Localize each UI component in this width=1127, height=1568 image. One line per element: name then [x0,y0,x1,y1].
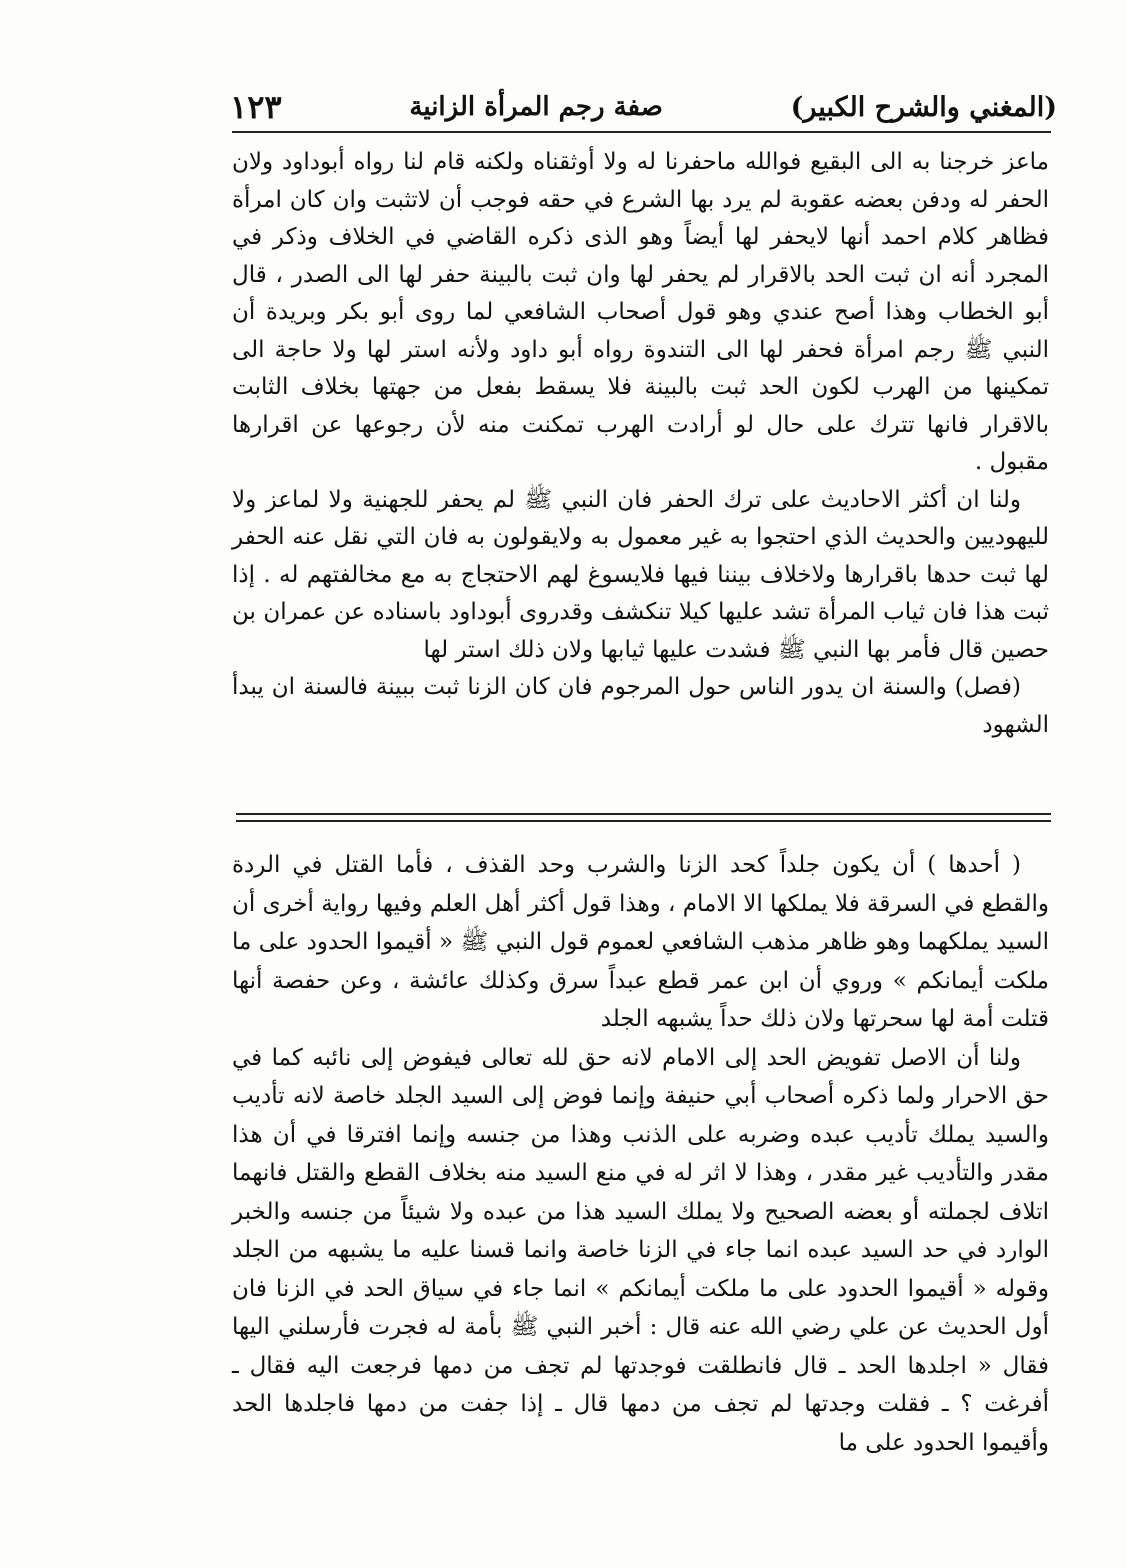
header-rule [232,131,1051,133]
commentary-text [232,846,1049,1462]
main-text [232,144,1049,744]
section-divider-top [236,813,1051,815]
commentary-paragraph: ولنا أن الاصل تفويض الحد إلى الامام لانه حق لله تعالى فيفوض إلى نائبه كما في حق الاحرار ولما ذكره أصحاب أبي حنيفة وإنما فوض إلى السيد الجلد خاصة لانه تأديب والسيد يملك تأديب عبده وضربه على الذنب وهذا من جنسه وإنما افترقا في أن هذا مقدر والتأديب غير مقدر ، وهذا لا اثر له في منع السيد منه بخلاف القطع والقتل فانهما اتلاف لجملته أو بعضه الصحيح ولا يملك السيد هذا من عبده ولا شيئاً من جنسه والخبر الوارد في حد السيد عبده انما جاء في الزنا خاصة وانما قسنا عليه ما يشبهه من الجلد وقوله « أقيموا الحدود على ما ملكت أيمانكم » انما جاء في سياق الحد في الزنا فان أول الحديث عن علي رضي الله عنه قال : أخبر النبي ﷺ بأمة له فجرت فأرسلني اليها فقال « اجلدها الحد ـ قال فانطلقت فوجدتها لم تجف من دمها فرجعت اليه فقال ـ أفرغت ؟ ـ فقلت وجدتها لم تجف من دمها قال ـ إذا جفت من دمها فاجلدها الحد وأقيموا الحدود على ما [232,1044,1049,1456]
running-head-section-title: صفة رجم المرأة الزانية [409,92,663,122]
page-number: ١٢٣ [230,88,282,126]
section-divider-bottom [236,820,1051,822]
main-paragraph: ماعز خرجنا به الى البقيع فوالله ماحفرنا له ولا أوثقناه ولكنه قام لنا رواه أبوداود ولان الحفر له ودفن بعضه عقوبة لم يرد بها الشرع في حقه فوجب أن لاتثبت وان كان امرأة فظاهر كلام احمد أنها لايحفر لها أيضاً وهو الذى ذكره القاضي في الخلاف وذكر في المجرد أنه ان ثبت الحد بالاقرار لم يحفر لها وان ثبت بالبينة حفر لها الى الصدر ، قال أبو الخطاب وهذا أصح عندي وهو قول أصحاب الشافعي لما روى أبو بكر وبريدة أن النبي ﷺ رجم امرأة فحفر لها الى التندوة رواه أبو داود ولأنه استر لها ولا حاجة الى تمكينها من الهرب لكون الحد ثبت بالبينة فلا يسقط بفعل من جهتها بخلاف الثابت بالاقرار فانها تترك على حال لو أرادت الهرب تمكنت منه لأن رجوعها عن اقرارها مقبول . [232,149,1049,475]
running-head-book-title: (المغني والشرح الكبير) [790,91,1057,123]
main-paragraph: ولنا ان أكثر الاحاديث على ترك الحفر فان النبي ﷺ لم يحفر للجهنية ولا لماعز ولا لليهوديين والحديث الذي احتجوا به غير معمول به ولايقولون به فان التي نقل عنه الحفر لها ثبت حدها باقرارها ولاخلاف بيننا فيها فلايسوغ لهم الاحتجاج به مع مخالفتهم له . إذا ثبت هذا فان ثياب المرأة تشد عليها كيلا تنكشف وقدروى أبوداود باسناده عن عمران بن حصين قال فأمر بها النبي ﷺ فشدت عليها ثيابها ولان ذلك استر لها [232,486,1049,663]
page-header [230,84,1057,130]
main-paragraph: (فصل) والسنة ان يدور الناس حول المرجوم فان كان الزنا ثبت ببينة فالسنة ان يبدأ الشهود [232,674,1049,738]
commentary-paragraph: ( أحدها ) أن يكون جلداً كحد الزنا والشرب وحد القذف ، فأما القتل في الردة والقطع في السرقة فلا يملكها الا الامام ، وهذا قول أكثر أهل العلم وفيها رواية أخرى أن السيد يملكهما وهو ظاهر مذهب الشافعي لعموم قول النبي ﷺ « أقيموا الحدود على ما ملكت أيمانكم » وروي أن ابن عمر قطع عبداً سرق وكذلك عائشة ، وعن حفصة أنها قتلت أمة لها سحرتها ولان ذلك حداً يشبهه الجلد [232,852,1049,1032]
